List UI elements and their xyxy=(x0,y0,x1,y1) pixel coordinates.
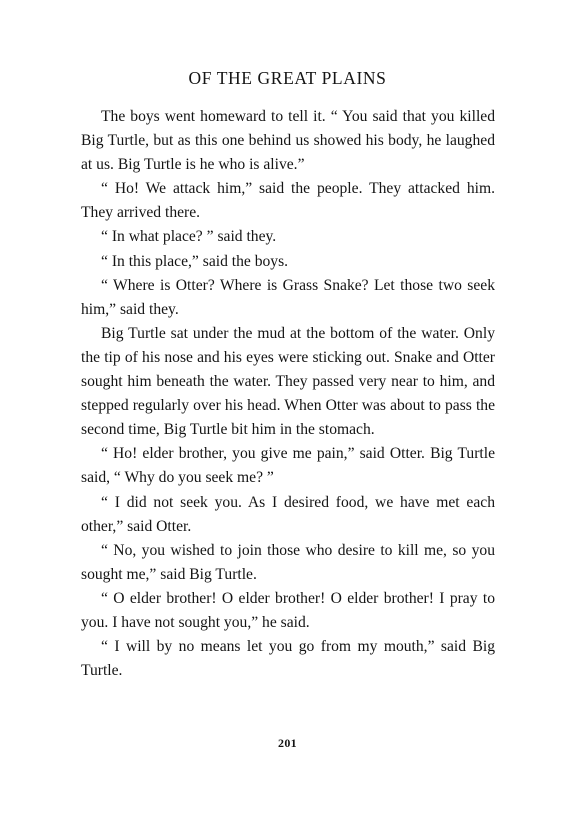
paragraph: Big Turtle sat under the mud at the bottom of the water. Only the tip of his nose and his eyes were sticking out. Snake and Otter sought him beneath the water. They passed very near to him, and stepped regularly over his head. When Otter was about to pass the second time, Big Turtle bit him in the stomach. xyxy=(81,324,495,439)
paragraph: “ Ho! elder brother, you give me pain,” said Otter. Big Turtle said, “ Why do you seek me? ” xyxy=(81,445,495,487)
paragraph: “ In this place,” said the boys. xyxy=(101,252,289,270)
paragraph: “ No, you wished to join those who desire to kill me, so you sought me,” said Big Turtle. xyxy=(81,541,495,583)
running-head: OF THE GREAT PLAINS xyxy=(188,68,387,88)
paragraph: “ I did not seek you. As I desired food, we have met each other,” said Otter. xyxy=(81,493,495,535)
paragraph: “ In what place? ” said they. xyxy=(101,228,277,246)
paragraph: “ O elder brother! O elder brother! O elder brother! I pray to you. I have not sought you,” he said. xyxy=(81,589,495,631)
paragraph: “ Ho! We attack him,” said the people. They attacked him. They arrived there. xyxy=(81,180,495,222)
page-number: 201 xyxy=(278,736,297,750)
paragraph: “ Where is Otter? Where is Grass Snake? Let those two seek him,” said they. xyxy=(81,276,495,318)
body-text xyxy=(81,105,495,683)
paragraph: The boys went homeward to tell it. “ You said that you killed Big Turtle, but as this one behind us showed his body, he laughed at us. Big Turtle is he who is alive.” xyxy=(81,108,495,174)
paragraph: “ I will by no means let you go from my mouth,” said Big Turtle. xyxy=(81,638,495,680)
